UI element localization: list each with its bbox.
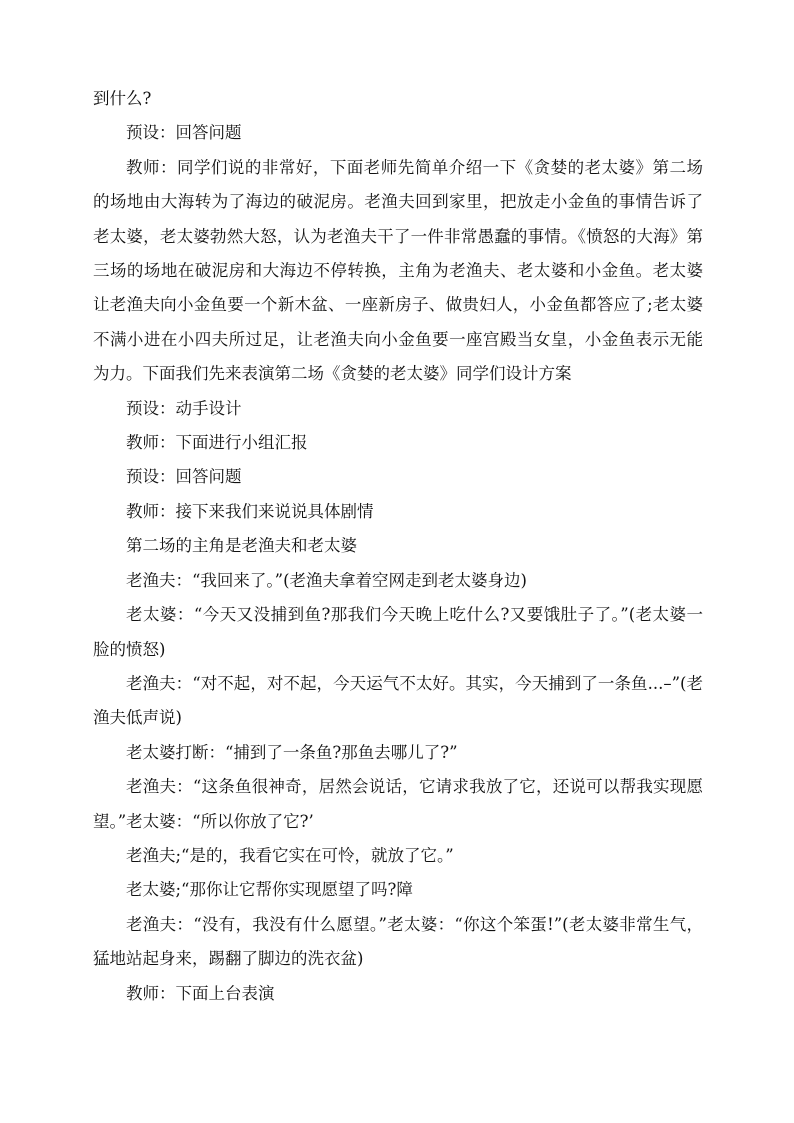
paragraph-scene-roles: 第二场的主角是老渔夫和老太婆 xyxy=(126,536,357,556)
paragraph-teacher-perform: 教师：下面上台表演 xyxy=(126,983,275,1003)
paragraph-dialogue-5: 老渔夫：“这条鱼很神奇，居然会说话，它请求我放了它，还说可以帮我实现愿望。”老太婆：“所以你放了它?’ xyxy=(93,777,703,831)
paragraph-preset-design: 预设：动手设计 xyxy=(126,398,242,418)
paragraph-teacher-plot: 教师：接下来我们来说说具体剧情 xyxy=(126,501,374,521)
paragraph-dialogue-4: 老太婆打断：“捕到了一条鱼?那鱼去哪儿了?” xyxy=(126,742,458,762)
paragraph-preset-answer-2: 预设：回答问题 xyxy=(126,467,242,487)
paragraph-preset-answer: 预设：回答问题 xyxy=(126,123,242,143)
paragraph-teacher-report: 教师：下面进行小组汇报 xyxy=(126,433,308,453)
paragraph-dialogue-6: 老渔夫;“是的，我看它实在可怜，就放了它。” xyxy=(126,845,454,865)
paragraph-dialogue-8: 老渔夫：“没有，我没有什么愿望。”老太婆：“你这个笨蛋!”(老太婆非常生气，猛地站起身来，踢翻了脚边的洗衣盆) xyxy=(93,914,703,969)
paragraph-continuation: 到什么? xyxy=(93,89,152,108)
document-body xyxy=(93,82,703,1011)
paragraph-teacher-intro: 教师：同学们说的非常好，下面老师先简单介绍一下《贪婪的老太婆》第二场的场地由大海转为了海边的破泥房。老渔夫回到家里，把放走小金鱼的事情告诉了老太婆，老太婆勃然大怒，认为老渔夫干了一件非常愚蠢的事情。《愤怒的大海》第三场的场地在破泥房和大海边不停转换，主角为老渔夫、老太婆和小金鱼。老太婆让老渔夫向小金鱼要一个新木盆、一座新房子、做贵妇人，小金鱼都答应了;老太婆不满小进在小四夫所过足，让老渔夫向小金鱼要一座宫殿当女皇，小金鱼表示无能为力。下面我们先来表演第二场《贪婪的老太婆》同学们设计方案 xyxy=(93,157,703,384)
paragraph-dialogue-1: 老渔夫：“我回来了。”(老渔夫拿着空网走到老太婆身边) xyxy=(126,570,527,590)
paragraph-dialogue-7: 老太婆;“那你让它帮你实现愿望了吗?障 xyxy=(126,880,413,900)
paragraph-dialogue-2: 老太婆：“今天又没捕到鱼?那我们今天晚上吃什么?又要饿肚子了。”(老太婆一脸的愤怒) xyxy=(93,605,703,659)
paragraph-dialogue-3: 老渔夫：“对不起，对不起，今天运气不太好。其实，今天捕到了一条鱼...–”(老渔夫低声说) xyxy=(93,673,703,728)
